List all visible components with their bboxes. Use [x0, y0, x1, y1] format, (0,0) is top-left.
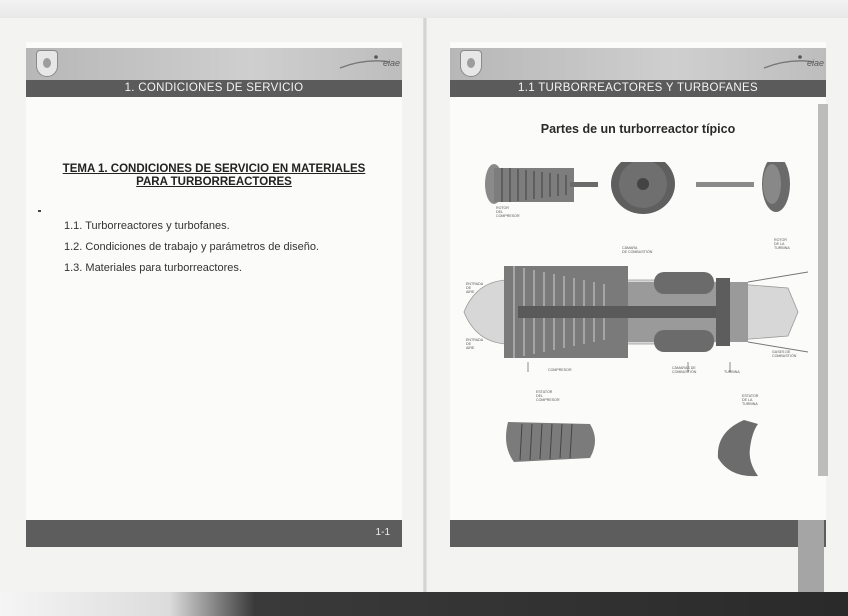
tema-title-line1: TEMA 1. CONDICIONES DE SERVICIO EN MATERIALES — [62, 163, 366, 175]
engine-cross-section-icon — [464, 266, 808, 372]
scan-bottom-edge — [0, 592, 848, 616]
label-compresor: COMPRESOR — [548, 368, 572, 372]
slide-header-title: 1. CONDICIONES DE SERVICIO — [26, 80, 402, 97]
slide-footer — [26, 520, 402, 547]
slide-banner — [450, 48, 826, 80]
label-rotor-turbina: ROTOR DE LA TURBINA — [774, 238, 790, 250]
university-crest-icon — [460, 50, 482, 77]
combustion-chamber-icon — [611, 162, 675, 214]
label-camaras: CÁMARAS DE COMBUSTIÓN — [672, 366, 697, 374]
compressor-rotor-icon — [485, 164, 598, 204]
tema-title-line2: PARA TURBORREACTORES — [136, 176, 292, 188]
bullet-mark — [38, 210, 41, 212]
tema-title — [44, 163, 384, 189]
page-number: 1-1 — [375, 527, 390, 538]
scan-edge-shadow — [818, 104, 828, 476]
label-estator-compresor: ESTATOR DEL COMPRESOR — [536, 390, 560, 402]
university-crest-icon — [36, 50, 58, 77]
label-turbina: TURBINA — [724, 370, 740, 374]
scan-edge-shadow — [798, 520, 824, 594]
slide-1-1 — [26, 42, 402, 547]
logo-text: eiae — [806, 58, 824, 68]
logo-text: eiae — [382, 58, 400, 68]
slide-header-title: 1.1 TURBORREACTORES Y TURBOFANES — [450, 80, 826, 97]
list-item: 1.2. Condiciones de trabajo y parámetros de diseño. — [64, 241, 319, 253]
compressor-stator-icon — [506, 422, 595, 462]
list-item: 1.1. Turborreactores y turbofanes. — [64, 220, 230, 232]
figure-title: Partes de un turborreactor típico — [540, 122, 736, 136]
slide-banner — [26, 48, 402, 80]
label-rotor-compresor: ROTOR DEL COMPRESOR — [496, 206, 520, 218]
slide-footer — [450, 520, 826, 547]
label-entrada-aire-top: ENTRADA DE AIRE — [466, 282, 484, 294]
turbine-rotor-icon — [696, 162, 790, 212]
label-gases: GASES DE COMBUSTIÓN — [772, 350, 797, 358]
slide-1-2 — [450, 42, 826, 547]
topic-list — [64, 220, 319, 283]
label-estator-turbina: ESTATOR DE LA TURBINA — [742, 394, 759, 406]
turbine-stator-icon — [718, 420, 758, 476]
label-camara: CÁMARA DE COMBUSTIÓN — [622, 246, 653, 254]
label-entrada-aire-bottom: ENTRADA DE AIRE — [466, 338, 484, 350]
page-gutter — [423, 18, 427, 594]
list-item: 1.3. Materiales para turborreactores. — [64, 262, 242, 274]
